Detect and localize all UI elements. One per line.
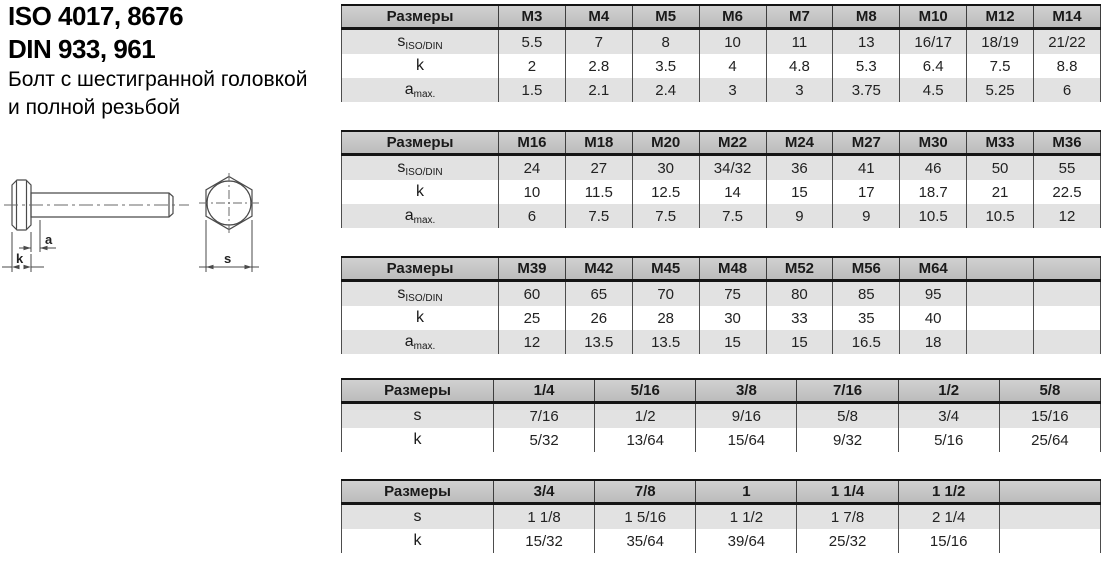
value-cell: 1 1/2 [696,504,797,530]
size-column-header: M8 [833,5,900,29]
dimension-symbol-subscript: ISO/DIN [405,166,443,178]
dimension-symbol: k [416,57,424,74]
size-column-header: M48 [699,257,766,281]
size-column-header: M4 [565,5,632,29]
table-header-row [342,5,1101,29]
size-column-header [1034,257,1101,281]
dimension-symbol: s [413,508,422,525]
value-cell: 15 [766,330,833,354]
bolt-drawing-svg [2,172,282,287]
value-cell [967,281,1034,307]
table-header-row [342,131,1101,155]
row-label-cell [342,428,494,452]
size-column-header: M7 [766,5,833,29]
value-cell: 95 [900,281,967,307]
dimension-symbol: s [413,407,422,424]
size-column-header: 1/2 [898,379,999,403]
description-line-2: и полной резьбой [8,96,181,119]
value-cell [1034,281,1101,307]
value-cell: 18.7 [900,180,967,204]
dimension-symbol-subscript: max. [413,340,436,352]
value-cell: 5.25 [967,78,1034,102]
value-cell: 26 [565,306,632,330]
value-cell [967,330,1034,354]
value-cell: 16/17 [900,29,967,55]
value-cell: 36 [766,155,833,181]
dimension-table-4 [341,378,1101,452]
value-cell: 12 [499,330,566,354]
row-label-cell [342,204,499,228]
size-column-header: M45 [632,257,699,281]
dimension-s-label: s [224,251,232,266]
dimension-table-1 [341,4,1101,102]
row-label-cell [342,54,499,78]
value-cell: 1 5/16 [595,504,696,530]
size-column-header [967,257,1034,281]
value-cell: 25 [499,306,566,330]
dimension-symbol: k [413,431,422,448]
value-cell: 80 [766,281,833,307]
value-cell: 5/8 [797,403,898,429]
value-cell: 13 [833,29,900,55]
value-cell: 11.5 [565,180,632,204]
value-cell: 65 [565,281,632,307]
value-cell: 1 7/8 [797,504,898,530]
dimension-symbol-subscript: max. [413,214,436,226]
size-column-header: M30 [900,131,967,155]
table-corner-label: Размеры [342,379,494,403]
size-column-header: M20 [632,131,699,155]
value-cell: 1.5 [499,78,566,102]
size-column-header: 1 [696,480,797,504]
value-cell: 6 [499,204,566,228]
value-cell: 2 1/4 [898,504,999,530]
value-cell: 60 [499,281,566,307]
size-column-header: M18 [565,131,632,155]
value-cell: 33 [766,306,833,330]
row-label-cell [342,78,499,102]
value-cell: 27 [565,155,632,181]
value-cell: 15 [699,330,766,354]
value-cell: 21/22 [1034,29,1101,55]
value-cell: 10 [699,29,766,55]
dimension-row-s [342,155,1101,181]
dimension-symbol: s [397,32,406,50]
dimension-row-s [342,281,1101,307]
value-cell: 13/64 [595,428,696,452]
value-cell: 75 [699,281,766,307]
dimension-symbol: a [404,332,414,350]
row-label-cell [342,306,499,330]
value-cell: 10.5 [967,204,1034,228]
dimension-table-3 [341,256,1101,354]
value-cell: 7 [565,29,632,55]
size-column-header: M12 [967,5,1034,29]
dimension-symbol: a [404,206,414,224]
value-cell: 4 [699,54,766,78]
value-cell: 3.75 [833,78,900,102]
value-cell: 17 [833,180,900,204]
size-column-header: M10 [900,5,967,29]
value-cell: 11 [766,29,833,55]
value-cell: 12 [1034,204,1101,228]
size-column-header: M33 [967,131,1034,155]
row-label-cell [342,504,494,530]
value-cell [999,529,1100,553]
value-cell: 39/64 [696,529,797,553]
value-cell: 7/16 [494,403,595,429]
dimension-table-2 [341,130,1101,228]
value-cell: 70 [632,281,699,307]
value-cell: 15/16 [999,403,1100,429]
size-column-header: 3/8 [696,379,797,403]
dimension-row-k [342,428,1101,452]
size-column-header: 5/16 [595,379,696,403]
value-cell: 6.4 [900,54,967,78]
size-column-header: M6 [699,5,766,29]
size-column-header: 1 1/2 [898,480,999,504]
value-cell: 8.8 [1034,54,1101,78]
value-cell: 3/4 [898,403,999,429]
dimension-row-a [342,330,1101,354]
row-label-cell [342,529,494,553]
size-column-header: 7/16 [797,379,898,403]
table-header-row [342,257,1101,281]
dimension-row-a [342,204,1101,228]
value-cell: 5/16 [898,428,999,452]
value-cell: 55 [1034,155,1101,181]
table-corner-label: Размеры [342,257,499,281]
row-label-cell [342,403,494,429]
dimension-symbol: s [397,158,406,176]
row-label-cell [342,155,499,181]
size-column-header: M52 [766,257,833,281]
value-cell: 10 [499,180,566,204]
value-cell: 15 [766,180,833,204]
size-column-header: 7/8 [595,480,696,504]
value-cell: 8 [632,29,699,55]
dimension-a-label: a [45,232,53,247]
value-cell: 15/32 [494,529,595,553]
size-column-header: M39 [499,257,566,281]
value-cell: 5/32 [494,428,595,452]
row-label-cell [342,281,499,307]
value-cell: 50 [967,155,1034,181]
dimension-symbol: k [416,183,424,200]
value-cell: 34/32 [699,155,766,181]
value-cell: 2.1 [565,78,632,102]
row-label-cell [342,180,499,204]
size-column-header: M42 [565,257,632,281]
value-cell: 21 [967,180,1034,204]
value-cell: 12.5 [632,180,699,204]
size-column-header: M3 [499,5,566,29]
size-column-header: 5/8 [999,379,1100,403]
value-cell: 9 [766,204,833,228]
value-cell: 9/32 [797,428,898,452]
value-cell: 18/19 [967,29,1034,55]
value-cell: 2 [499,54,566,78]
value-cell: 30 [632,155,699,181]
dimension-row-a [342,78,1101,102]
value-cell: 4.5 [900,78,967,102]
value-cell: 15/16 [898,529,999,553]
value-cell: 13.5 [565,330,632,354]
value-cell [1034,306,1101,330]
value-cell [999,504,1100,530]
size-column-header: M14 [1034,5,1101,29]
size-column-header: M24 [766,131,833,155]
value-cell: 10.5 [900,204,967,228]
value-cell: 22.5 [1034,180,1101,204]
value-cell: 3.5 [632,54,699,78]
dimension-row-k [342,54,1101,78]
dimension-row-s [342,403,1101,429]
table-corner-label: Размеры [342,5,499,29]
row-label-cell [342,29,499,55]
size-column-header: M56 [833,257,900,281]
value-cell: 3 [699,78,766,102]
value-cell: 9/16 [696,403,797,429]
dimension-symbol-subscript: ISO/DIN [405,292,443,304]
dimension-row-k [342,306,1101,330]
value-cell: 24 [499,155,566,181]
value-cell: 85 [833,281,900,307]
value-cell: 2.8 [565,54,632,78]
value-cell: 9 [833,204,900,228]
size-column-header: M64 [900,257,967,281]
table-header-row [342,480,1101,504]
value-cell: 2.4 [632,78,699,102]
size-column-header: M16 [499,131,566,155]
dimension-symbol: k [416,309,424,326]
table-header-row [342,379,1101,403]
dimension-row-k [342,529,1101,553]
dimension-k-label: k [16,251,24,266]
dimension-symbol-subscript: max. [413,88,436,100]
dimension-symbol: k [413,532,422,549]
value-cell: 25/64 [999,428,1100,452]
value-cell: 3 [766,78,833,102]
value-cell: 6 [1034,78,1101,102]
size-column-header: M22 [699,131,766,155]
row-label-cell [342,330,499,354]
dimension-table-5 [341,479,1101,553]
title-block [8,0,307,122]
dimension-tables [341,4,1101,553]
value-cell: 1/2 [595,403,696,429]
size-column-header: 1 1/4 [797,480,898,504]
value-cell: 18 [900,330,967,354]
dimension-symbol-subscript: ISO/DIN [405,40,443,52]
value-cell: 5.3 [833,54,900,78]
table-corner-label: Размеры [342,131,499,155]
size-column-header: M36 [1034,131,1101,155]
value-cell: 25/32 [797,529,898,553]
standard-iso: ISO 4017, 8676 [8,1,184,31]
dimension-symbol: a [404,80,414,98]
size-column-header [999,480,1100,504]
dimension-row-s [342,29,1101,55]
bolt-technical-drawing [2,172,282,287]
value-cell: 5.5 [499,29,566,55]
value-cell: 35/64 [595,529,696,553]
value-cell: 7.5 [699,204,766,228]
table-corner-label: Размеры [342,480,494,504]
value-cell: 13.5 [632,330,699,354]
value-cell: 15/64 [696,428,797,452]
value-cell: 16.5 [833,330,900,354]
size-column-header: M5 [632,5,699,29]
value-cell: 40 [900,306,967,330]
value-cell: 4.8 [766,54,833,78]
dimension-symbol: s [397,284,406,302]
value-cell: 30 [699,306,766,330]
value-cell [967,306,1034,330]
value-cell: 7.5 [632,204,699,228]
dimension-row-s [342,504,1101,530]
standard-din: DIN 933, 961 [8,34,156,64]
value-cell: 41 [833,155,900,181]
size-column-header: 1/4 [494,379,595,403]
value-cell: 1 1/8 [494,504,595,530]
description-line-1: Болт с шестигранной головкой [8,68,308,91]
size-column-header: 3/4 [494,480,595,504]
dimension-row-k [342,180,1101,204]
value-cell: 14 [699,180,766,204]
value-cell: 7.5 [967,54,1034,78]
size-column-header: M27 [833,131,900,155]
value-cell [1034,330,1101,354]
value-cell: 35 [833,306,900,330]
value-cell: 28 [632,306,699,330]
value-cell: 7.5 [565,204,632,228]
value-cell: 46 [900,155,967,181]
